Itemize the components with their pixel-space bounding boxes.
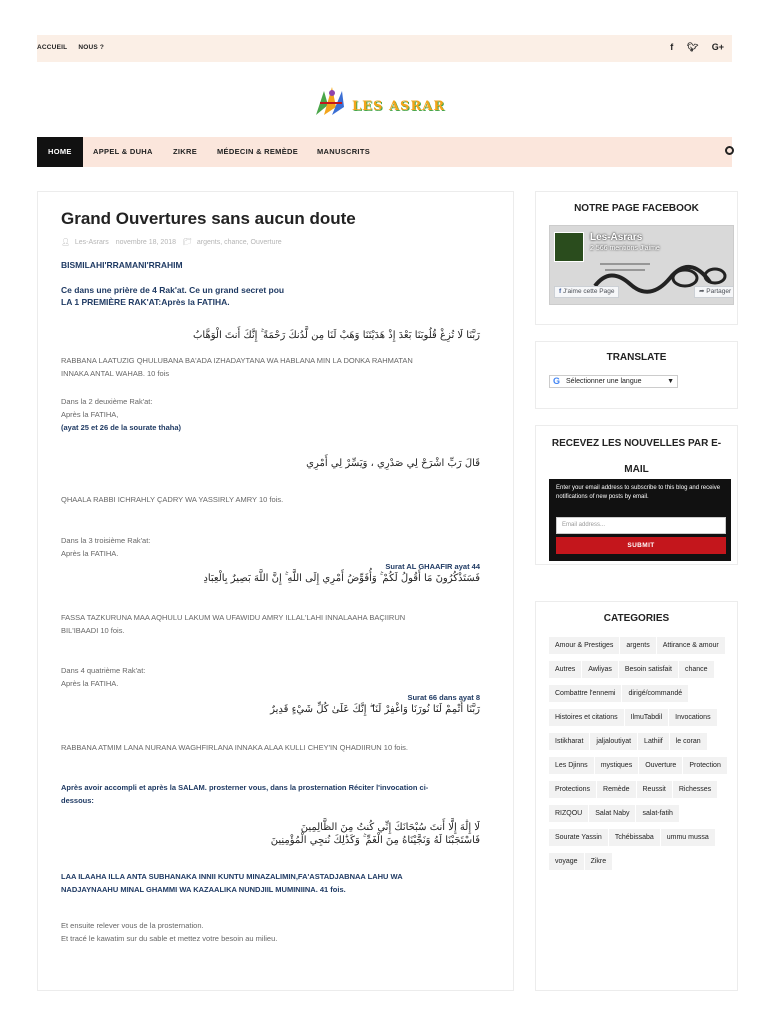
rakat-4-ref: Surat 66 dans ayat 8 [407,693,480,702]
nav-item-home[interactable]: HOME [37,137,83,167]
category-tag[interactable]: jaljaloutiyat [590,733,637,750]
post-title: Grand Ouvertures sans aucun doute [61,209,356,228]
nav-item-medecin-remede[interactable]: MÉDECIN & REMÈDE [217,147,299,156]
intro-line-1: Ce dans une prière de 4 Rak'at. Ce un grand secret pou [61,285,285,295]
category-tag[interactable]: argents [620,637,655,654]
transliteration-1b: INNAKA ANTAL WAHAB. 10 fois [61,369,170,378]
category-tag[interactable]: RIZQOU [549,805,588,822]
category-tag[interactable]: salat-fatih [636,805,678,822]
transliteration-5b: NADJAYNAAHU MINAL GHAMMI WA KAZAALIKA NUNDJIIL MUMINIINA. 41 fois. [61,885,346,894]
chevron-down-icon: ▼ [667,378,674,385]
category-tag[interactable]: Istikharat [549,733,589,750]
submit-button[interactable]: SUBMIT [556,537,726,554]
category-tag[interactable]: voyage [549,853,584,870]
category-tag[interactable]: Richesses [673,781,717,798]
nav-item-appel-duha[interactable]: APPEL & DUHA [93,147,153,156]
arabic-verse-1: رَبَّنَا لَا تُزِغْ قُلُوبَنَا بَعْدَ إِذْ هَدَيْتَنَا وَهَبْ لَنَا مِن لَّدُنكَ رَحْمَةً ۚ إِنَّكَ أَنتَ الْوَهَّابُ [193,330,480,341]
category-tag[interactable]: Autres [549,661,581,678]
logo-mark-icon [312,85,350,121]
category-tag[interactable]: Lathiif [638,733,669,750]
intro-line-2: LA 1 PREMIÈRE RAK'AT:Après la FATIHA. [61,297,230,307]
site-logo[interactable] [312,85,468,121]
bismillah: BISMILAHI'RRAMANI'RRAHIM [61,260,183,270]
facebook-share-button[interactable] [694,286,734,298]
category-tag[interactable]: Awliyas [582,661,618,678]
category-tag[interactable]: Attirance & amour [657,637,725,654]
facebook-widget-title: NOTRE PAGE FACEBOOK [574,203,699,214]
category-tag[interactable]: mystiques [595,757,639,774]
facebook-share-label: Partager [706,288,732,295]
author-icon: 👤︎ [61,239,70,246]
categories-title: CATEGORIES [603,613,670,624]
category-tag[interactable]: IlmuTabdil [625,709,669,726]
newsletter-widget [535,425,738,565]
transliteration-4: RABBANA ATMIM LANA NURANA WAGHFIRLANA INNAKA ALAA KULLI CHEY'IN QHADIIRUN 10 fois. [61,743,408,752]
category-tag[interactable]: Remède [597,781,635,798]
arabic-verse-5b: فَاسْتَجَبْنَا لَهُ وَنَجَّيْنَاهُ مِنَ الْغَمِّ ۚ وَكَذَٰلِكَ نُنجِي الْمُؤْمِنِينَ [270,835,480,846]
facebook-like-button[interactable] [554,286,619,298]
rakat-2-fatiha: Après la FATIHA, [61,410,119,419]
transliteration-3b: BIL'IBAADI 10 fois. [61,626,125,635]
facebook-page-avatar [554,232,584,262]
category-tag[interactable]: Reussit [637,781,672,798]
salam-instruction-1: Après avoir accompli et après la SALAM. prosterner vous, dans la prosternation Réciter l'invocation ci- [61,783,429,792]
category-tag[interactable]: Amour & Prestiges [549,637,619,654]
rakat-4-title: Dans 4 quatrième Rak'at: [61,666,146,675]
top-links [37,44,113,51]
category-tag[interactable]: Salat Naby [589,805,635,822]
language-select[interactable] [549,375,678,388]
social-links [659,42,724,53]
top-link-accueil[interactable]: ACCUEIL [37,44,68,51]
transliteration-3a: FASSA TAZKURUNA MAA AQHULU LAKUM WA UFAWIDU AMRY ILLAL'LAHI INNALAAHA BAÇIIRUN [61,613,406,622]
facebook-icon[interactable]: f [670,42,674,52]
category-tag-list [549,634,729,874]
categories-widget [535,601,738,991]
arabic-verse-3: فَسَتَذْكُرُونَ مَا أَقُولُ لَكُمْ ۚ وَأُفَوِّضُ أَمْرِي إِلَى اللَّهِ ۚ إِنَّ اللَّهَ بَصِيرٌ بِالْعِبَادِ [203,573,480,584]
post-article [37,191,514,991]
ending-line-1: Et ensuite relever vous de la prosternation. [61,921,204,930]
email-input[interactable]: Email address... [556,517,726,534]
share-icon: ➦ [699,288,705,295]
google-plus-icon[interactable]: G+ [711,42,724,52]
translate-widget-title: TRANSLATE [606,352,667,363]
post-labels[interactable]: argents, chance, Ouverture [196,239,282,246]
category-tag[interactable]: Combattre l'ennemi [549,685,621,702]
rakat-2-title: Dans la 2 deuxième Rak'at: [61,397,153,406]
subscribe-description: Enter your email address to subscribe to this blog and receive notifications of new posts by email. [556,485,721,500]
rakat-2-ref: (ayat 25 et 26 de la sourate thaha) [61,423,182,432]
language-select-label: Sélectionner une langue [566,378,642,385]
rakat-3-ref: Surat AL GHAAFIR ayat 44 [385,562,480,571]
logo-text: LES ASRAR [352,99,446,114]
facebook-logo-icon: f [559,288,562,295]
facebook-like-label: J'aime cette Page [562,288,615,295]
twitter-icon[interactable]: 🐦︎ [686,42,699,52]
salam-instruction-2: dessous: [61,796,94,805]
google-icon: G [553,376,561,386]
rakat-3-title: Dans la 3 troisième Rak'at: [61,536,151,545]
nav-item-zikre[interactable]: ZIKRE [173,147,197,156]
newsletter-title-2: MAIL [624,464,649,475]
facebook-widget [535,191,738,325]
category-tag[interactable]: Ouverture [639,757,682,774]
category-tag[interactable]: ummu mussa [661,829,715,846]
category-tag[interactable]: chance [679,661,714,678]
arabic-verse-4: رَبَّنَا أَتْمِمْ لَنَا نُورَنَا وَاغْفِرْ لَنَا ۖ إِنَّكَ عَلَىٰ كُلِّ شَيْءٍ قَدِيرٌ [270,704,480,715]
category-tag[interactable]: Les Djinns [549,757,594,774]
search-icon[interactable] [725,146,734,155]
arabic-verse-2: قَالَ رَبِّ اشْرَحْ لِي صَدْرِي ، وَيَسِّرْ لِي أَمْرِي [306,458,480,469]
folder-icon: 📁︎ [182,239,192,246]
transliteration-5a: LAA ILAAHA ILLA ANTA SUBHANAKA INNII KUNTU MINAZALIMIN,FA'ASTADJABNAA LAHU WA [61,872,403,881]
main-nav [37,137,732,167]
category-tag[interactable]: Histoires et citations [549,709,624,726]
facebook-page-likes: 2 566 mentions J'aime [590,245,660,252]
transliteration-1a: RABBANA LAATUZIG QHULUBANA BA'ADA IZHADAYTANA WA HABLANA MIN LA DONKA RAHMATAN [61,356,413,365]
post-meta [61,238,287,246]
facebook-page-name[interactable]: Les-Asrars [590,232,643,243]
category-tag[interactable]: le coran [670,733,707,750]
translate-widget [535,341,738,409]
category-tag[interactable]: Zikre [585,853,613,870]
nav-item-manuscrits[interactable]: MANUSCRITS [317,147,370,156]
rakat-3-fatiha: Après la FATIHA. [61,549,119,558]
top-link-nous[interactable]: NOUS ? [78,44,105,51]
category-tag[interactable]: Tchébissaba [609,829,660,846]
category-tag[interactable]: Invocations [669,709,716,726]
category-tag[interactable]: Protection [683,757,727,774]
category-tag[interactable]: Protections [549,781,596,798]
rakat-4-fatiha: Après la FATIHA. [61,679,119,688]
post-author[interactable]: Les-Asrars [74,239,109,246]
category-tag[interactable]: Sourate Yassin [549,829,608,846]
category-tag[interactable]: dirigé/commandé [622,685,688,702]
transliteration-2: QHAALA RABBI ICHRAHLY ÇADRY WA YASSIRLY AMRY 10 fois. [61,495,284,504]
subscribe-form [549,479,731,561]
post-date[interactable]: novembre 18, 2018 [115,239,177,246]
ending-line-2: Et tracé le kawatim sur du sable et mettez votre besoin au milieu. [61,934,278,943]
arabic-verse-5a: لَا إِلَٰهَ إِلَّا أَنتَ سُبْحَانَكَ إِنِّي كُنتُ مِنَ الظَّالِمِينَ [300,822,480,833]
facebook-page-plugin[interactable] [549,225,734,305]
top-bar [37,35,732,62]
newsletter-title-1: RECEVEZ LES NOUVELLES PAR E- [551,438,722,449]
category-tag[interactable]: Besoin satisfait [619,661,678,678]
